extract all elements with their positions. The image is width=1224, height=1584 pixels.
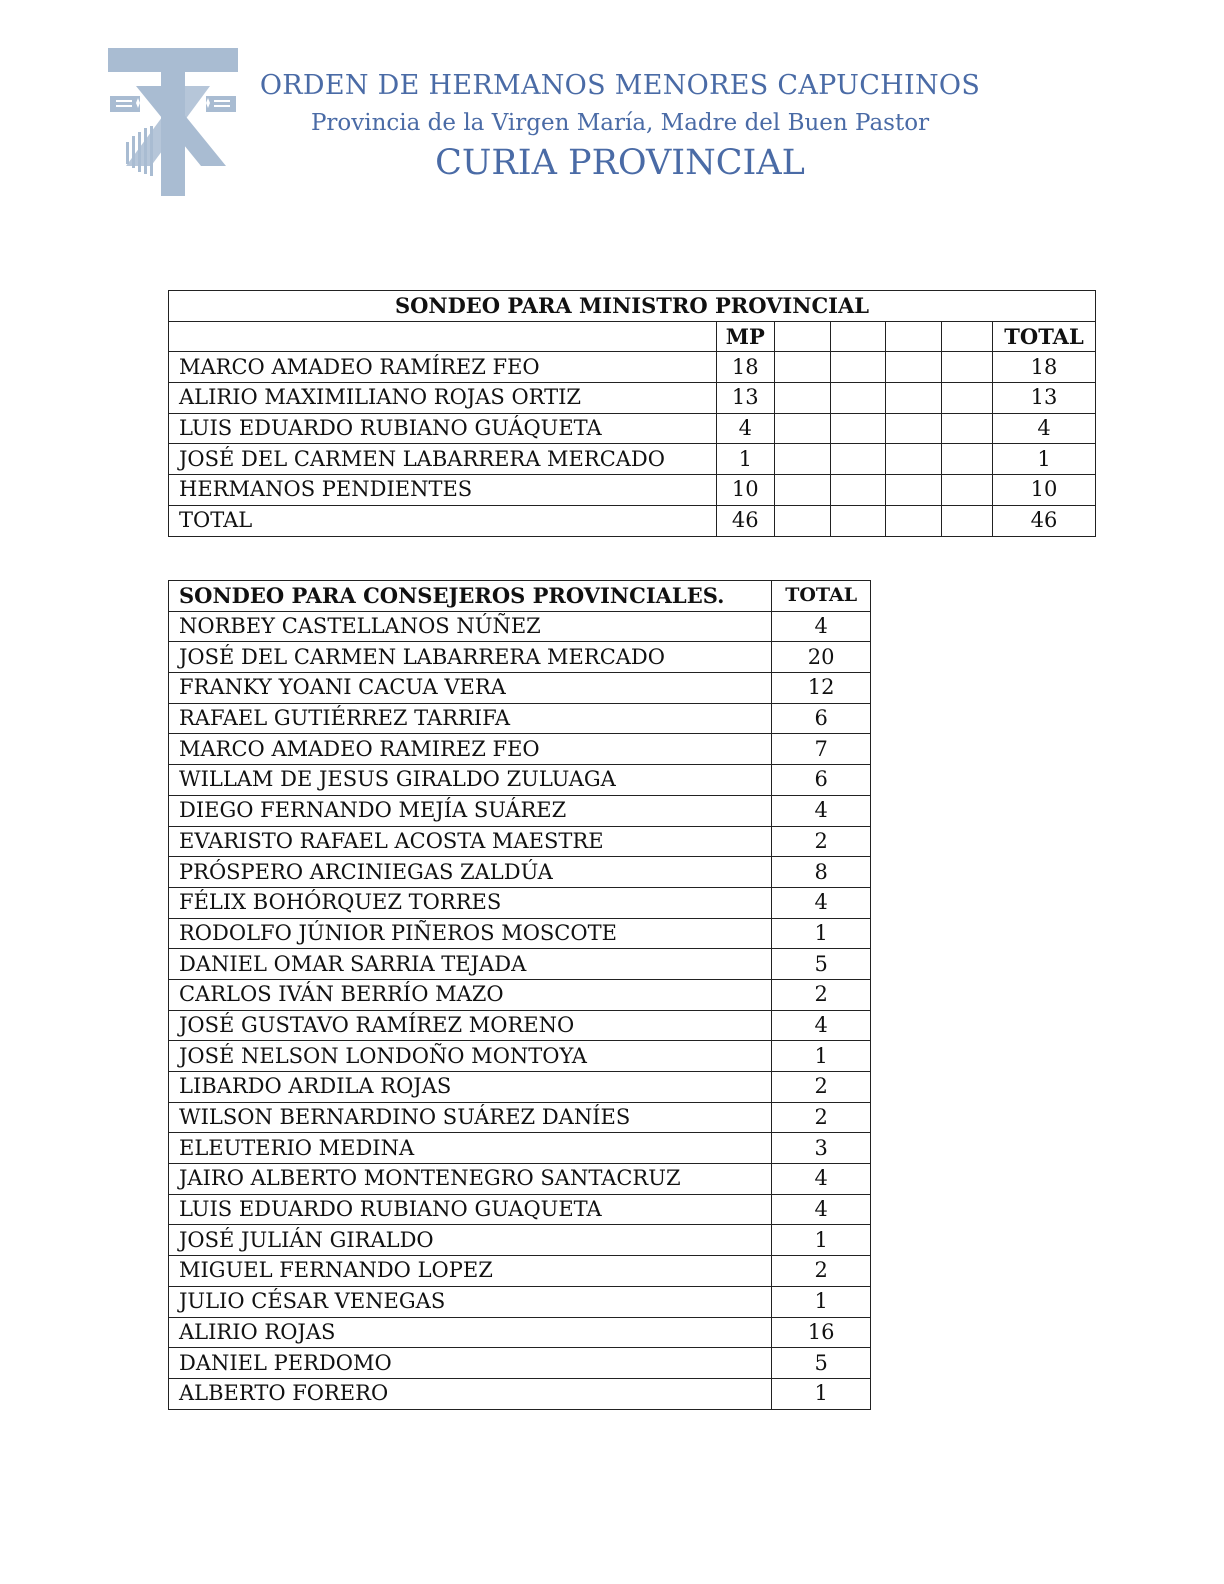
- table-header-row: [169, 321, 1096, 352]
- curia-title: CURIA PROVINCIAL: [435, 143, 805, 183]
- mp-votes: 10: [716, 475, 774, 506]
- total-votes: 1: [993, 444, 1096, 475]
- empty-cell: [886, 505, 942, 536]
- total-votes: 1: [772, 1378, 871, 1409]
- total-votes: 4: [772, 611, 871, 642]
- consejeros-table-body: [169, 611, 871, 1409]
- table-row: [169, 475, 1096, 506]
- candidate-name: ALIRIO MAXIMILIANO ROJAS ORTIZ: [169, 383, 717, 414]
- total-votes: 1: [772, 1286, 871, 1317]
- total-votes: 4: [772, 1194, 871, 1225]
- table-row: [169, 383, 1096, 414]
- candidate-name: DANIEL PERDOMO: [169, 1348, 772, 1379]
- total-votes: 4: [993, 413, 1096, 444]
- total-votes: 1: [772, 918, 871, 949]
- tau-cross-logo-icon: [106, 46, 240, 198]
- empty-cell: [886, 413, 942, 444]
- candidate-name: JAIRO ALBERTO MONTENEGRO SANTACRUZ: [169, 1164, 772, 1195]
- mp-votes: 4: [716, 413, 774, 444]
- blank-header-cell: [830, 321, 886, 352]
- candidate-name: LUIS EDUARDO RUBIANO GUAQUETA: [169, 1194, 772, 1225]
- empty-cell: [942, 444, 993, 475]
- table-row: [169, 413, 1096, 444]
- candidate-name: PRÓSPERO ARCINIEGAS ZALDÚA: [169, 857, 772, 888]
- table-row: [169, 352, 1096, 383]
- table-row: [169, 1378, 871, 1409]
- candidate-name: JOSÉ GUSTAVO RAMÍREZ MORENO: [169, 1010, 772, 1041]
- total-votes: 4: [772, 1010, 871, 1041]
- total-column-header: TOTAL: [993, 321, 1096, 352]
- mp-votes: 18: [716, 352, 774, 383]
- ministro-table-body: [169, 352, 1096, 536]
- empty-cell: [830, 505, 886, 536]
- candidate-name: TOTAL: [169, 505, 717, 536]
- empty-cell: [942, 413, 993, 444]
- table-row: [169, 1010, 871, 1041]
- table-row: [169, 1164, 871, 1195]
- total-votes: 5: [772, 1348, 871, 1379]
- table-row: [169, 1256, 871, 1287]
- table-row: [169, 795, 871, 826]
- order-title: ORDEN DE HERMANOS MENORES CAPUCHINOS: [259, 70, 981, 101]
- table-row: [169, 1225, 871, 1256]
- ministro-table-title: SONDEO PARA MINISTRO PROVINCIAL: [169, 291, 1096, 322]
- empty-cell: [774, 383, 830, 414]
- blank-header-cell: [886, 321, 942, 352]
- empty-cell: [774, 352, 830, 383]
- candidate-name: JOSÉ DEL CARMEN LABARRERA MERCADO: [169, 444, 717, 475]
- total-votes: 2: [772, 1256, 871, 1287]
- candidate-name: JOSÉ JULIÁN GIRALDO: [169, 1225, 772, 1256]
- total-votes: 10: [993, 475, 1096, 506]
- candidate-name: ALBERTO FORERO: [169, 1378, 772, 1409]
- table-row: [169, 1072, 871, 1103]
- table-row: [169, 1041, 871, 1072]
- candidate-name: CARLOS IVÁN BERRÍO MAZO: [169, 979, 772, 1010]
- empty-cell: [886, 475, 942, 506]
- table-row: [169, 1194, 871, 1225]
- table-row: [169, 1348, 871, 1379]
- total-column-header: TOTAL: [772, 581, 871, 612]
- candidate-name: LIBARDO ARDILA ROJAS: [169, 1072, 772, 1103]
- table-row: [169, 918, 871, 949]
- candidate-name: NORBEY CASTELLANOS NÚÑEZ: [169, 611, 772, 642]
- empty-cell: [774, 475, 830, 506]
- total-votes: 6: [772, 765, 871, 796]
- table-row: [169, 642, 871, 673]
- total-votes: 7: [772, 734, 871, 765]
- table-row: [169, 1133, 871, 1164]
- total-votes: 4: [772, 887, 871, 918]
- mp-votes: 13: [716, 383, 774, 414]
- total-votes: 1: [772, 1041, 871, 1072]
- total-votes: 20: [772, 642, 871, 673]
- table-row: [169, 979, 871, 1010]
- total-votes: 8: [772, 857, 871, 888]
- table-row: [169, 444, 1096, 475]
- empty-cell: [886, 383, 942, 414]
- empty-cell: [830, 444, 886, 475]
- candidate-name: DANIEL OMAR SARRIA TEJADA: [169, 949, 772, 980]
- total-votes: 46: [993, 505, 1096, 536]
- empty-cell: [942, 475, 993, 506]
- ministro-provincial-table: [168, 290, 1096, 537]
- table-row: [169, 1317, 871, 1348]
- table-title-row: [169, 291, 1096, 322]
- candidate-name: FRANKY YOANI CACUA VERA: [169, 673, 772, 704]
- blank-header-cell: [169, 321, 717, 352]
- empty-cell: [830, 383, 886, 414]
- total-votes: 2: [772, 826, 871, 857]
- mp-column-header: MP: [716, 321, 774, 352]
- candidate-name: RAFAEL GUTIÉRREZ TARRIFA: [169, 703, 772, 734]
- empty-cell: [942, 505, 993, 536]
- total-votes: 2: [772, 1102, 871, 1133]
- mp-votes: 46: [716, 505, 774, 536]
- empty-cell: [774, 413, 830, 444]
- table-row: [169, 949, 871, 980]
- empty-cell: [830, 475, 886, 506]
- total-votes: 4: [772, 795, 871, 826]
- empty-cell: [886, 444, 942, 475]
- table-row: [169, 857, 871, 888]
- candidate-name: LUIS EDUARDO RUBIANO GUÁQUETA: [169, 413, 717, 444]
- mp-votes: 1: [716, 444, 774, 475]
- empty-cell: [774, 505, 830, 536]
- empty-cell: [774, 444, 830, 475]
- candidate-name: WILLAM DE JESUS GIRALDO ZULUAGA: [169, 765, 772, 796]
- table-row: [169, 703, 871, 734]
- total-votes: 18: [993, 352, 1096, 383]
- candidate-name: JULIO CÉSAR VENEGAS: [169, 1286, 772, 1317]
- candidate-name: RODOLFO JÚNIOR PIÑEROS MOSCOTE: [169, 918, 772, 949]
- empty-cell: [830, 352, 886, 383]
- total-votes: 2: [772, 1072, 871, 1103]
- province-subtitle: Provincia de la Virgen María, Madre del Buen Pastor: [310, 110, 930, 136]
- empty-cell: [830, 413, 886, 444]
- candidate-name: JOSÉ NELSON LONDOÑO MONTOYA: [169, 1041, 772, 1072]
- blank-header-cell: [942, 321, 993, 352]
- table-row: [169, 1102, 871, 1133]
- candidate-name: ELEUTERIO MEDINA: [169, 1133, 772, 1164]
- table-row: [169, 765, 871, 796]
- consejeros-table-title: SONDEO PARA CONSEJEROS PROVINCIALES.: [169, 581, 772, 612]
- total-votes: 13: [993, 383, 1096, 414]
- candidate-name: MIGUEL FERNANDO LOPEZ: [169, 1256, 772, 1287]
- empty-cell: [942, 383, 993, 414]
- table-row: [169, 611, 871, 642]
- candidate-name: ALIRIO ROJAS: [169, 1317, 772, 1348]
- table-row: [169, 887, 871, 918]
- table-row: [169, 673, 871, 704]
- candidate-name: JOSÉ DEL CARMEN LABARRERA MERCADO: [169, 642, 772, 673]
- total-votes: 16: [772, 1317, 871, 1348]
- table-row: [169, 734, 871, 765]
- blank-header-cell: [774, 321, 830, 352]
- total-votes: 6: [772, 703, 871, 734]
- candidate-name: FÉLIX BOHÓRQUEZ TORRES: [169, 887, 772, 918]
- total-votes: 4: [772, 1164, 871, 1195]
- table-row: [169, 1286, 871, 1317]
- table-header-row: [169, 581, 871, 612]
- candidate-name: EVARISTO RAFAEL ACOSTA MAESTRE: [169, 826, 772, 857]
- candidate-name: MARCO AMADEO RAMÍREZ FEO: [169, 352, 717, 383]
- total-votes: 5: [772, 949, 871, 980]
- empty-cell: [942, 352, 993, 383]
- table-row: [169, 826, 871, 857]
- total-votes: 3: [772, 1133, 871, 1164]
- consejeros-provinciales-table: [168, 580, 871, 1410]
- candidate-name: WILSON BERNARDINO SUÁREZ DANÍES: [169, 1102, 772, 1133]
- candidate-name: DIEGO FERNANDO MEJÍA SUÁREZ: [169, 795, 772, 826]
- total-votes: 12: [772, 673, 871, 704]
- total-votes: 1: [772, 1225, 871, 1256]
- empty-cell: [886, 352, 942, 383]
- table-row: [169, 505, 1096, 536]
- candidate-name: HERMANOS PENDIENTES: [169, 475, 717, 506]
- candidate-name: MARCO AMADEO RAMIREZ FEO: [169, 734, 772, 765]
- total-votes: 2: [772, 979, 871, 1010]
